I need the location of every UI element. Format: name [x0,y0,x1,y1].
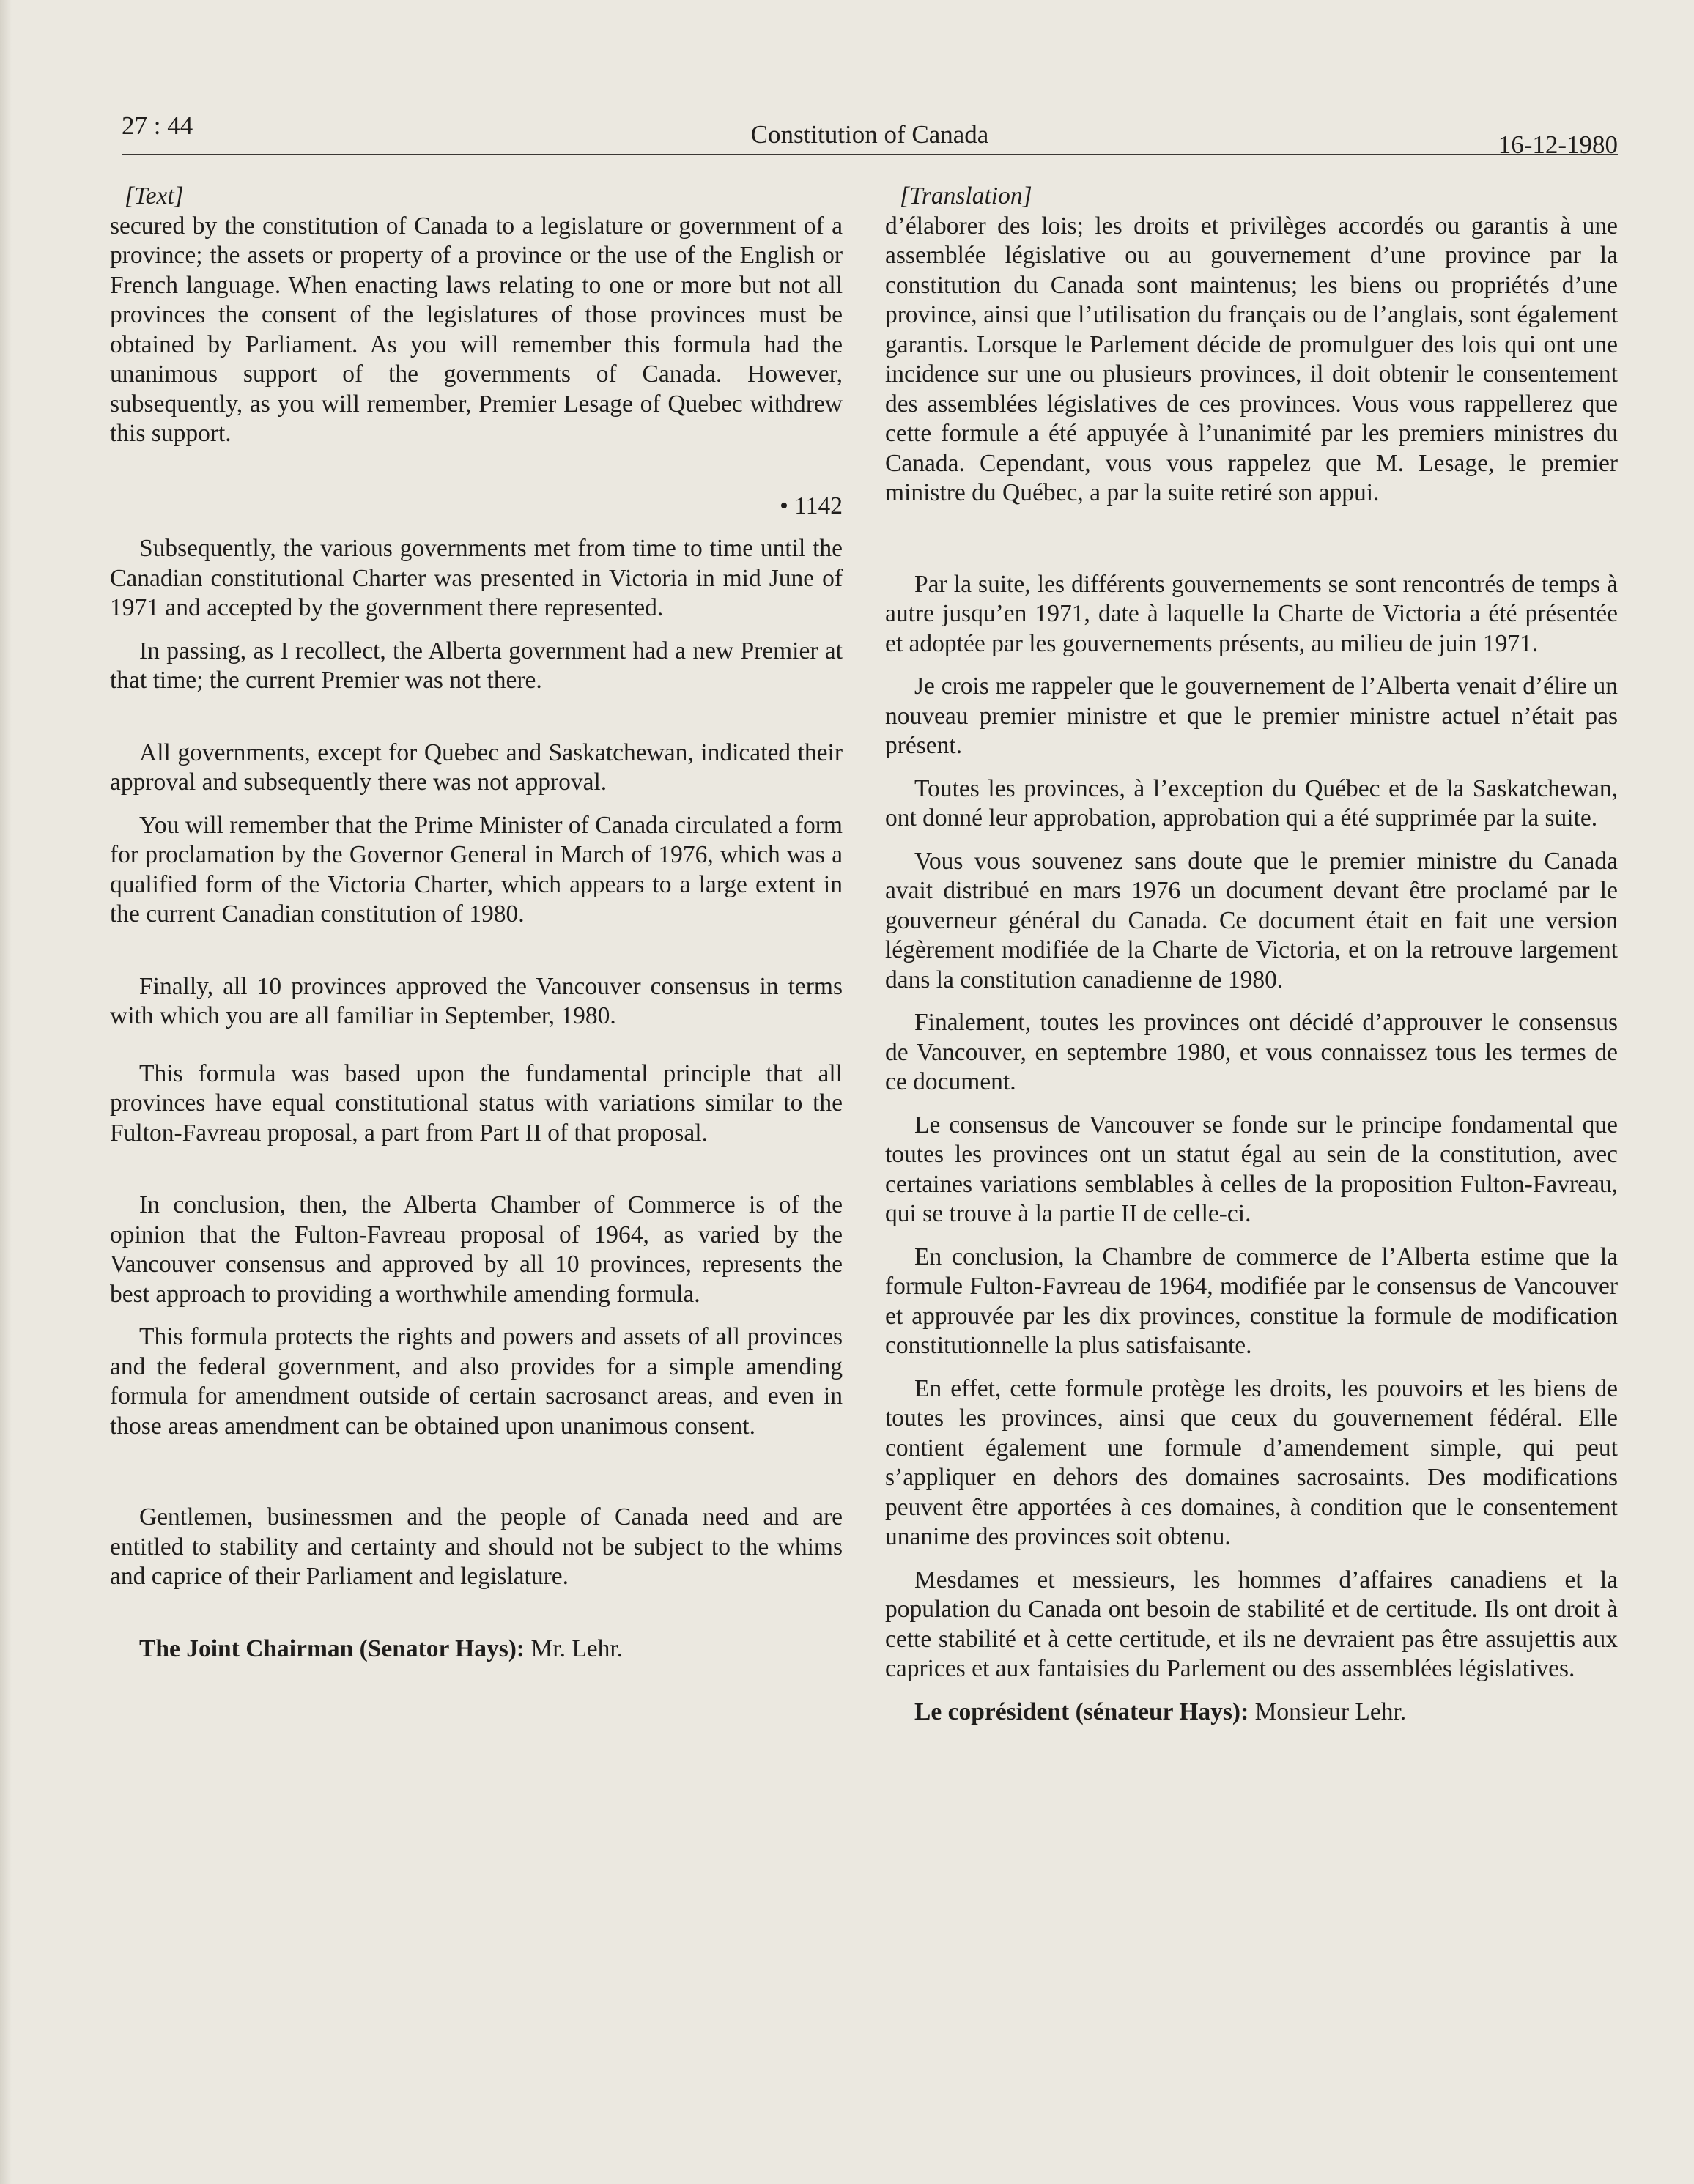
paragraph: This formula protects the rights and powers and assets of all provinces and the federal government, and also provides for a simple amending formula for amendment outside of certain sacrosanct areas, and even in those areas amendment can be obtained upon unanimous consent. [110,1323,843,1440]
paragraph: Toutes les provinces, à l’exception du Québec et de la Saskatchewan, ont donné leur approbation, approbation qui a été supprimée par la suite. [885,774,1618,832]
paragraph: In conclusion, then, the Alberta Chamber of Commerce is of the opinion that the Fulton-Favreau proposal of 1964, as varied by the Vancouver consensus and approved by all 10 provinces, represents the best approach to providing a worthwhile amending formula. [110,1191,843,1308]
page-edge-shadow [0,0,12,2184]
paragraph: Subsequently, the various governments met from time to time until the Canadian constitutional Charter was presented in Victoria in mid June of 1971 and accepted by the government there represented. [110,535,843,621]
paragraph: secured by the constitution of Canada to a legislature or government of a province; the assets or property of a province or the use of the English or French language. When enacting laws relating to one or more but not all provinces the consent of the legislatures of those provinces must be obtained by Parliament. As you will remember this formula had the unanimous support of the governments of Canada. However, subsequently, as you will remember, Premier Lesage of Quebec withdrew this support. [110,212,843,447]
speaker-line [110,1635,843,1665]
speaker-name: Le coprésident (sénateur Hays): [914,1698,1249,1725]
paragraph: d’élaborer des lois; les droits et privilèges accordés ou garantis à une assemblée législative ou au gouvernement d’une province par la constitution du Canada sont maintenus; les biens ou propriétés d’une province, ainsi que l’utilisation du français ou de l’anglais, sont également garantis. Lorsque le Parlement décide de promulguer des lois qui ont une incidence sur une ou plusieurs provinces, il doit obtenir le consentement des assemblées législatives de ces provinces. Vous vous rappellerez que cette formule a été appuyée à l’unanimité par les premiers ministres du Canada. Cependant, vous vous rappelez que M. Lesage, le premier ministre du Québec, a par la suite retiré son appui. [885,212,1618,506]
paragraph: This formula was based upon the fundamental principle that all provinces have equal constitutional status with variations similar to the Fulton-Favreau proposal, a part from Part II of that proposal. [110,1059,843,1147]
paragraph: Par la suite, les différents gouvernements se sont rencontrés de temps à autre jusqu’en 1971, date à laquelle la Charte de Victoria a été présentée et adoptée par les gouvernements présents, au milieu de juin 1971. [885,570,1618,657]
paragraph: Finally, all 10 provinces approved the Vancouver consensus in terms with which you are all familiar in September, 1980. [110,972,843,1029]
text-label: [Text] [125,182,184,210]
paragraph: En effet, cette formule protège les droits, les pouvoirs et les biens de toutes les provinces, ainsi que ceux du gouvernement fédéral. Elle contient également une formule d’amendement simple, qui peut s’appliquer en dehors des domaines sacrosaints. Des modifications peuvent être apportées à ces domaines, à condition que le consentement unanime des provinces soit obtenu. [885,1374,1618,1550]
page-header [122,108,1618,159]
speaker-name: The Joint Chairman (Senator Hays): [139,1635,525,1662]
paragraph: Mesdames et messieurs, les hommes d’affaires canadiens et la population du Canada ont besoin de stabilité et de certitude. Ils ont droit à cette stabilité et à cette certitude, et ils ne devraient pas être assujettis aux caprices et aux fantaisies du Parlement ou des assemblées législatives. [885,1566,1618,1682]
header-rule [122,154,1618,155]
paragraph: Gentlemen, businessmen and the people of Canada need and are entitled to stability and certainty and should not be subject to the whims and caprice of their Parliament and legislature. [110,1503,843,1590]
paragraph: Je crois me rappeler que le gouvernement de l’Alberta venait d’élire un nouveau premier ministre et que le premier ministre actuel n’était pas présent. [885,673,1618,759]
paragraph: Finalement, toutes les provinces ont décidé d’approuver le consensus de Vancouver, en septembre 1980, et vous connaissez tous les termes de ce document. [885,1009,1618,1095]
paragraph: In passing, as I recollect, the Alberta government had a new Premier at that time; the current Premier was not there. [110,637,843,694]
time-marker: • 1142 [780,492,843,519]
header-date: 16-12-1980 [1498,130,1618,159]
english-column [110,182,843,1664]
paragraph: All governments, except for Quebec and Saskatchewan, indicated their approval and subsequently there was not approval. [110,739,843,796]
paragraph: Le consensus de Vancouver se fonde sur le principe fondamental que toutes les provinces ont un statut égal au sein de la constitution, avec certaines variations semblables à celles de la proposition Fulton-Favreau, qui se trouve à la partie II de celle-ci. [885,1111,1618,1227]
paragraph: You will remember that the Prime Minister of Canada circulated a form for proclamation by the Governor General in March of 1976, which was a qualified form of the Victoria Charter, which appears to a large extent in the current Canadian constitution of 1980. [110,811,843,928]
french-column [885,182,1618,1727]
speaker-text: Mr. Lehr. [525,1635,624,1662]
speaker-text: Monsieur Lehr. [1249,1698,1407,1725]
speaker-line [885,1698,1618,1728]
running-title: Constitution of Canada [750,120,989,149]
paragraph: En conclusion, la Chambre de commerce de l’Alberta estime que la formule Fulton-Favreau de 1964, modifiée par le consensus de Vancouver et approuvée par les dix provinces, constitue la formule de modification constitutionnelle la plus satisfaisante. [885,1243,1618,1359]
translation-label: [Translation] [900,182,1032,210]
page-number: 27 : 44 [122,111,193,140]
paragraph: Vous vous souvenez sans doute que le premier ministre du Canada avait distribué en mars 1976 un document devant être proclamé par le gouverneur général du Canada. Ce document était en fait une version légèrement modifiée de la Charte de Victoria, et on la retrouve largement dans la constitution canadienne de 1980. [885,847,1618,993]
